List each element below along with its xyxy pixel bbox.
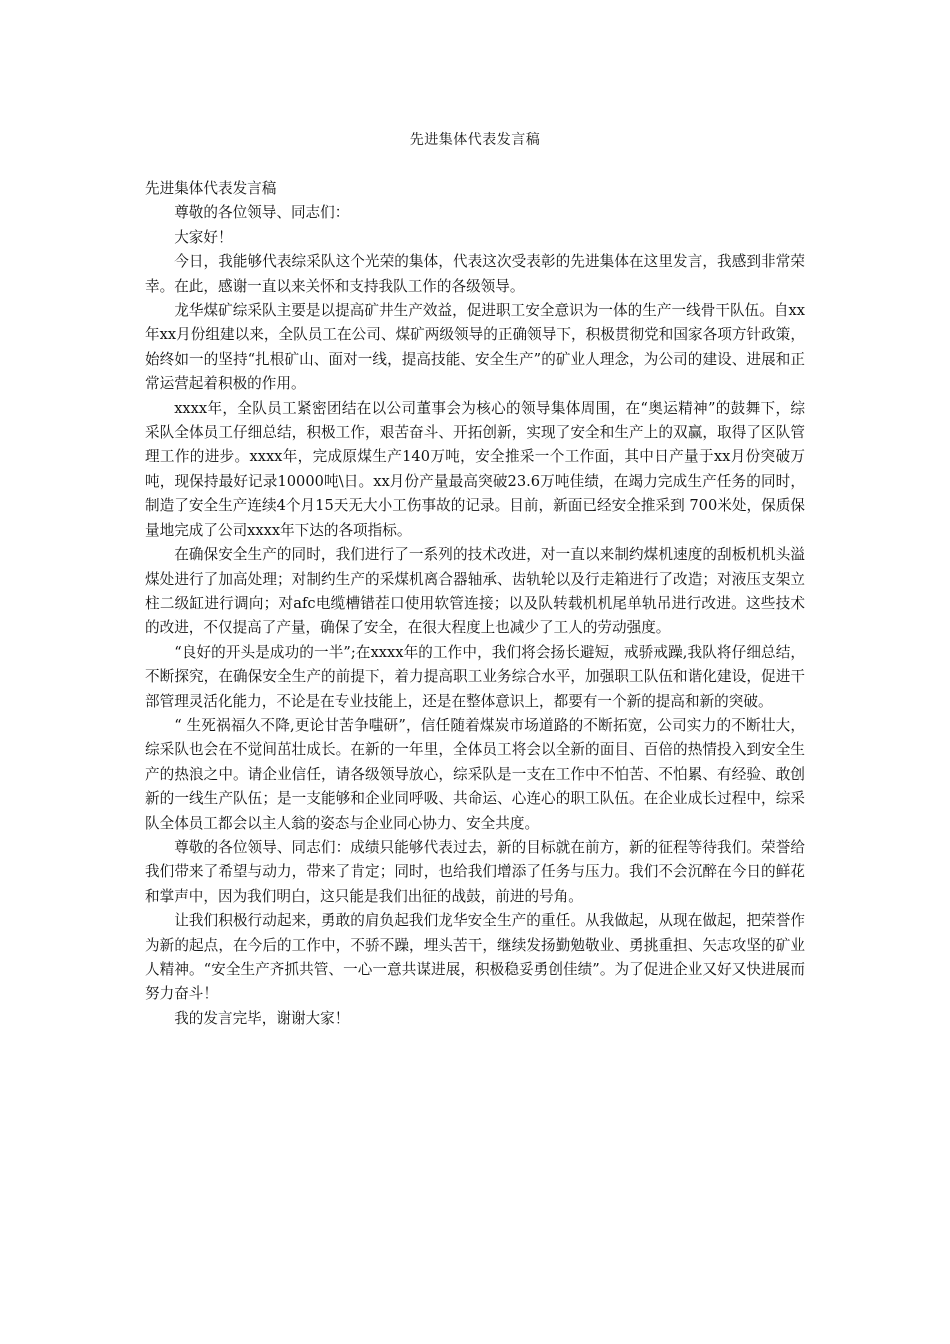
- document-body: [145, 177, 805, 1031]
- paragraph: 在确保安全生产的同时，我们进行了一系列的技术改进，对一直以来制约煤机速度的刮板机机头溢煤处进行了加高处理；对制约生产的采煤机离合器轴承、齿轨轮以及行走箱进行了改造；对液压支架立柱二级缸进行调向；对afc电缆槽错茬口使用软管连接；以及队转载机机尾单轨吊进行改进。这些技术的改进，不仅提高了产量，确保了安全，在很大程度上也减少了工人的劳动强度。: [145, 546, 805, 637]
- page-title: 先进集体代表发言稿: [409, 132, 541, 148]
- closing: 我的发言完毕，谢谢大家！: [174, 1009, 350, 1027]
- salutation: 尊敬的各位领导、同志们：: [174, 204, 350, 222]
- greeting: 大家好！: [174, 228, 233, 246]
- paragraph: 龙华煤矿综采队主要是以提高矿井生产效益，促进职工安全意识为一体的生产一线骨干队伍。自xx年xx月份组建以来，全队员工在公司、煤矿两级领导的正确领导下，积极贯彻党和国家各项方针政策，始终如一的坚持“扎根矿山、面对一线，提高技能、安全生产”的矿业人理念，为公司的建设、进展和正常运营起着积极的作用。: [145, 302, 805, 393]
- paragraph: xxxx年，全队员工紧密团结在以公司董事会为核心的领导集体周围，在“奥运精神”的鼓舞下，综采队全体员工仔细总结，积极工作，艰苦奋斗、开拓创新，实现了安全和生产上的双赢，取得了区队管理工作的进步。xxxx年，完成原煤生产140万吨，安全推采一个工作面，其中日产量于xx月份突破万吨，现保持最好记录10000吨\日。xx月份产量最高突破23.6万吨佳绩，在竭力完成生产任务的同时，制造了安全生产连续4个月15天无大小工伤事故的记录。目前，新面已经安全推采到 700米处，保质保量地完成了公司xxxx年下达的各项指标。: [145, 399, 805, 539]
- paragraph: 尊敬的各位领导、同志们：成绩只能够代表过去，新的目标就在前方，新的征程等待我们。荣誉给我们带来了希望与动力，带来了肯定；同时，也给我们增添了任务与压力。我们不会沉醉在今日的鲜花和掌声中，因为我们明白，这只能是我们出征的战鼓，前进的号角。: [145, 838, 805, 905]
- document-heading: 先进集体代表发言稿: [145, 180, 277, 197]
- paragraph: 让我们积极行动起来，勇敢的肩负起我们龙华安全生产的重任。从我做起，从现在做起，把荣誉作为新的起点，在今后的工作中，不骄不躁，埋头苦干，继续发扬勤勉敬业、勇挑重担、矢志攻坚的矿业人精神。“安全生产齐抓共管、一心一意共谋进展，积极稳妥勇创佳绩”。为了促进企业又好又快进展而努力奋斗！: [145, 912, 805, 1003]
- paragraph: “ 生死祸福久不降,更论甘苦争嗤研”，信任随着煤炭市场道路的不断拓宽，公司实力的不断壮大，综采队也会在不觉间茁壮成长。在新的一年里，全体员工将会以全新的面目、百倍的热情投入到安全生产的热浪之中。请企业信任，请各级领导放心，综采队是一支在工作中不怕苦、不怕累、有经验、敢创新的一线生产队伍；是一支能够和企业同呼吸、共命运、心连心的职工队伍。在企业成长过程中，综采队全体员工都会以主人翁的姿态与企业同心协力、安全共度。: [145, 716, 805, 832]
- paragraph: 今日，我能够代表综采队这个光荣的集体，代表这次受表彰的先进集体在这里发言，我感到非常荣幸。在此，感谢一直以来关怀和支持我队工作的各级领导。: [145, 253, 805, 295]
- paragraph: “良好的开头是成功的一半”;在xxxx年的工作中，我们将会扬长避短，戒骄戒躁,我队将仔细总结，不断探究，在确保安全生产的前提下，着力提高职工业务综合水平，加强职工队伍和谐化建设，促进干部管理灵活化能力，不论是在专业技能上，还是在整体意识上，都要有一个新的提高和新的突破。: [145, 643, 805, 710]
